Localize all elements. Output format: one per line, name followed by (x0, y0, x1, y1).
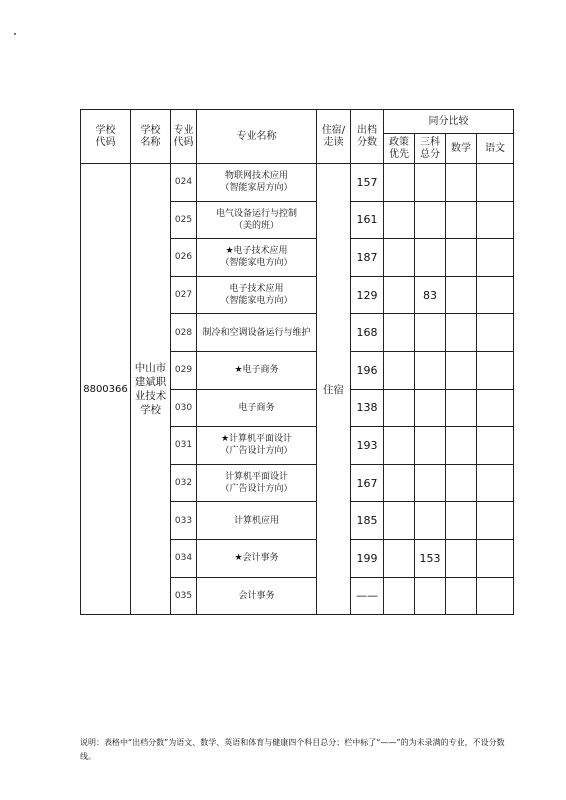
math-cell (446, 201, 477, 239)
three-subject-total-cell (415, 427, 446, 465)
chinese-cell (477, 502, 514, 540)
three-subject-total-cell: 83 (415, 276, 446, 314)
math-cell (446, 164, 477, 202)
school-code-cell: 8800366 (81, 164, 131, 615)
score-cell: 187 (351, 239, 384, 277)
major-code-cell: 034 (171, 539, 197, 577)
header-math: 数学 (446, 134, 477, 164)
math-cell (446, 239, 477, 277)
math-cell (446, 464, 477, 502)
major-code-cell: 030 (171, 389, 197, 427)
major-name-cell: ★电子技术应用 （智能家电方向） (197, 239, 317, 277)
math-cell (446, 389, 477, 427)
three-subject-total-cell (415, 201, 446, 239)
chinese-cell (477, 577, 514, 615)
lodging-cell: 住宿 (317, 164, 351, 615)
table-row (81, 164, 514, 202)
chinese-cell (477, 164, 514, 202)
major-code-cell: 026 (171, 239, 197, 277)
chinese-cell (477, 464, 514, 502)
policy-priority-cell (384, 539, 415, 577)
score-cell: 161 (351, 201, 384, 239)
chinese-cell (477, 201, 514, 239)
three-subject-total-cell (415, 389, 446, 427)
math-cell (446, 276, 477, 314)
three-subject-total-cell (415, 351, 446, 389)
three-subject-total-cell (415, 502, 446, 540)
scan-speck (14, 33, 16, 35)
score-cell: 129 (351, 276, 384, 314)
score-cell: —— (351, 577, 384, 615)
policy-priority-cell (384, 577, 415, 615)
major-name-cell: 会计事务 (197, 577, 317, 615)
major-code-cell: 033 (171, 502, 197, 540)
header-row-top (81, 110, 514, 134)
header-lodging: 住宿/ 走读 (317, 110, 351, 164)
major-code-cell: 028 (171, 314, 197, 352)
policy-priority-cell (384, 314, 415, 352)
score-cell: 193 (351, 427, 384, 465)
math-cell (446, 577, 477, 615)
major-code-cell: 027 (171, 276, 197, 314)
score-cell: 167 (351, 464, 384, 502)
three-subject-total-cell (415, 164, 446, 202)
policy-priority-cell (384, 464, 415, 502)
math-cell (446, 427, 477, 465)
three-subject-total-cell (415, 239, 446, 277)
chinese-cell (477, 539, 514, 577)
major-code-cell: 025 (171, 201, 197, 239)
header-major-name: 专业名称 (197, 110, 317, 164)
major-name-cell: ★计算机平面设计 （广告设计方向） (197, 427, 317, 465)
major-code-cell: 024 (171, 164, 197, 202)
policy-priority-cell (384, 164, 415, 202)
chinese-cell (477, 351, 514, 389)
score-cell: 196 (351, 351, 384, 389)
table-body (81, 164, 514, 615)
chinese-cell (477, 239, 514, 277)
major-name-cell: 电子技术应用 （智能家电方向） (197, 276, 317, 314)
policy-priority-cell (384, 201, 415, 239)
major-name-cell: ★电子商务 (197, 351, 317, 389)
policy-priority-cell (384, 502, 415, 540)
major-name-cell: 计算机平面设计 （广告设计方向） (197, 464, 317, 502)
score-cell: 138 (351, 389, 384, 427)
major-code-cell: 029 (171, 351, 197, 389)
policy-priority-cell (384, 427, 415, 465)
major-name-cell: 电子商务 (197, 389, 317, 427)
header-policy-priority: 政策 优先 (384, 134, 415, 164)
three-subject-total-cell: 153 (415, 539, 446, 577)
policy-priority-cell (384, 351, 415, 389)
major-name-cell: 物联网技术应用 （智能家居方向） (197, 164, 317, 202)
major-name-cell: 电气设备运行与控制 （美的班） (197, 201, 317, 239)
footnote: 说明：表格中“出档分数”为语文、数学、英语和体育与健康四个科目总分；栏中标了“——”的为未录满的专业，不设分数线。 (80, 738, 505, 761)
policy-priority-cell (384, 276, 415, 314)
chinese-cell (477, 389, 514, 427)
policy-priority-cell (384, 389, 415, 427)
major-name-cell: 制冷和空调设备运行与维护 (197, 314, 317, 352)
major-name-cell: 计算机应用 (197, 502, 317, 540)
header-school-name: 学校 名称 (131, 110, 171, 164)
header-same-score-compare: 同分比较 (384, 110, 514, 134)
three-subject-total-cell (415, 314, 446, 352)
math-cell (446, 539, 477, 577)
major-code-cell: 032 (171, 464, 197, 502)
three-subject-total-cell (415, 577, 446, 615)
score-cell: 199 (351, 539, 384, 577)
header-chinese: 语文 (477, 134, 514, 164)
admission-score-table (80, 109, 514, 615)
header-three-subject-total: 三科 总分 (415, 134, 446, 164)
score-cell: 157 (351, 164, 384, 202)
header-score: 出档 分数 (351, 110, 384, 164)
header-school-code: 学校 代码 (81, 110, 131, 164)
major-name-cell: ★会计事务 (197, 539, 317, 577)
math-cell (446, 502, 477, 540)
header-major-code: 专业 代码 (171, 110, 197, 164)
policy-priority-cell (384, 239, 415, 277)
score-cell: 185 (351, 502, 384, 540)
chinese-cell (477, 314, 514, 352)
chinese-cell (477, 427, 514, 465)
math-cell (446, 351, 477, 389)
three-subject-total-cell (415, 464, 446, 502)
score-cell: 168 (351, 314, 384, 352)
major-code-cell: 031 (171, 427, 197, 465)
major-code-cell: 035 (171, 577, 197, 615)
math-cell (446, 314, 477, 352)
school-name-cell: 中山市 建斌职 业技术 学校 (131, 164, 171, 615)
chinese-cell (477, 276, 514, 314)
